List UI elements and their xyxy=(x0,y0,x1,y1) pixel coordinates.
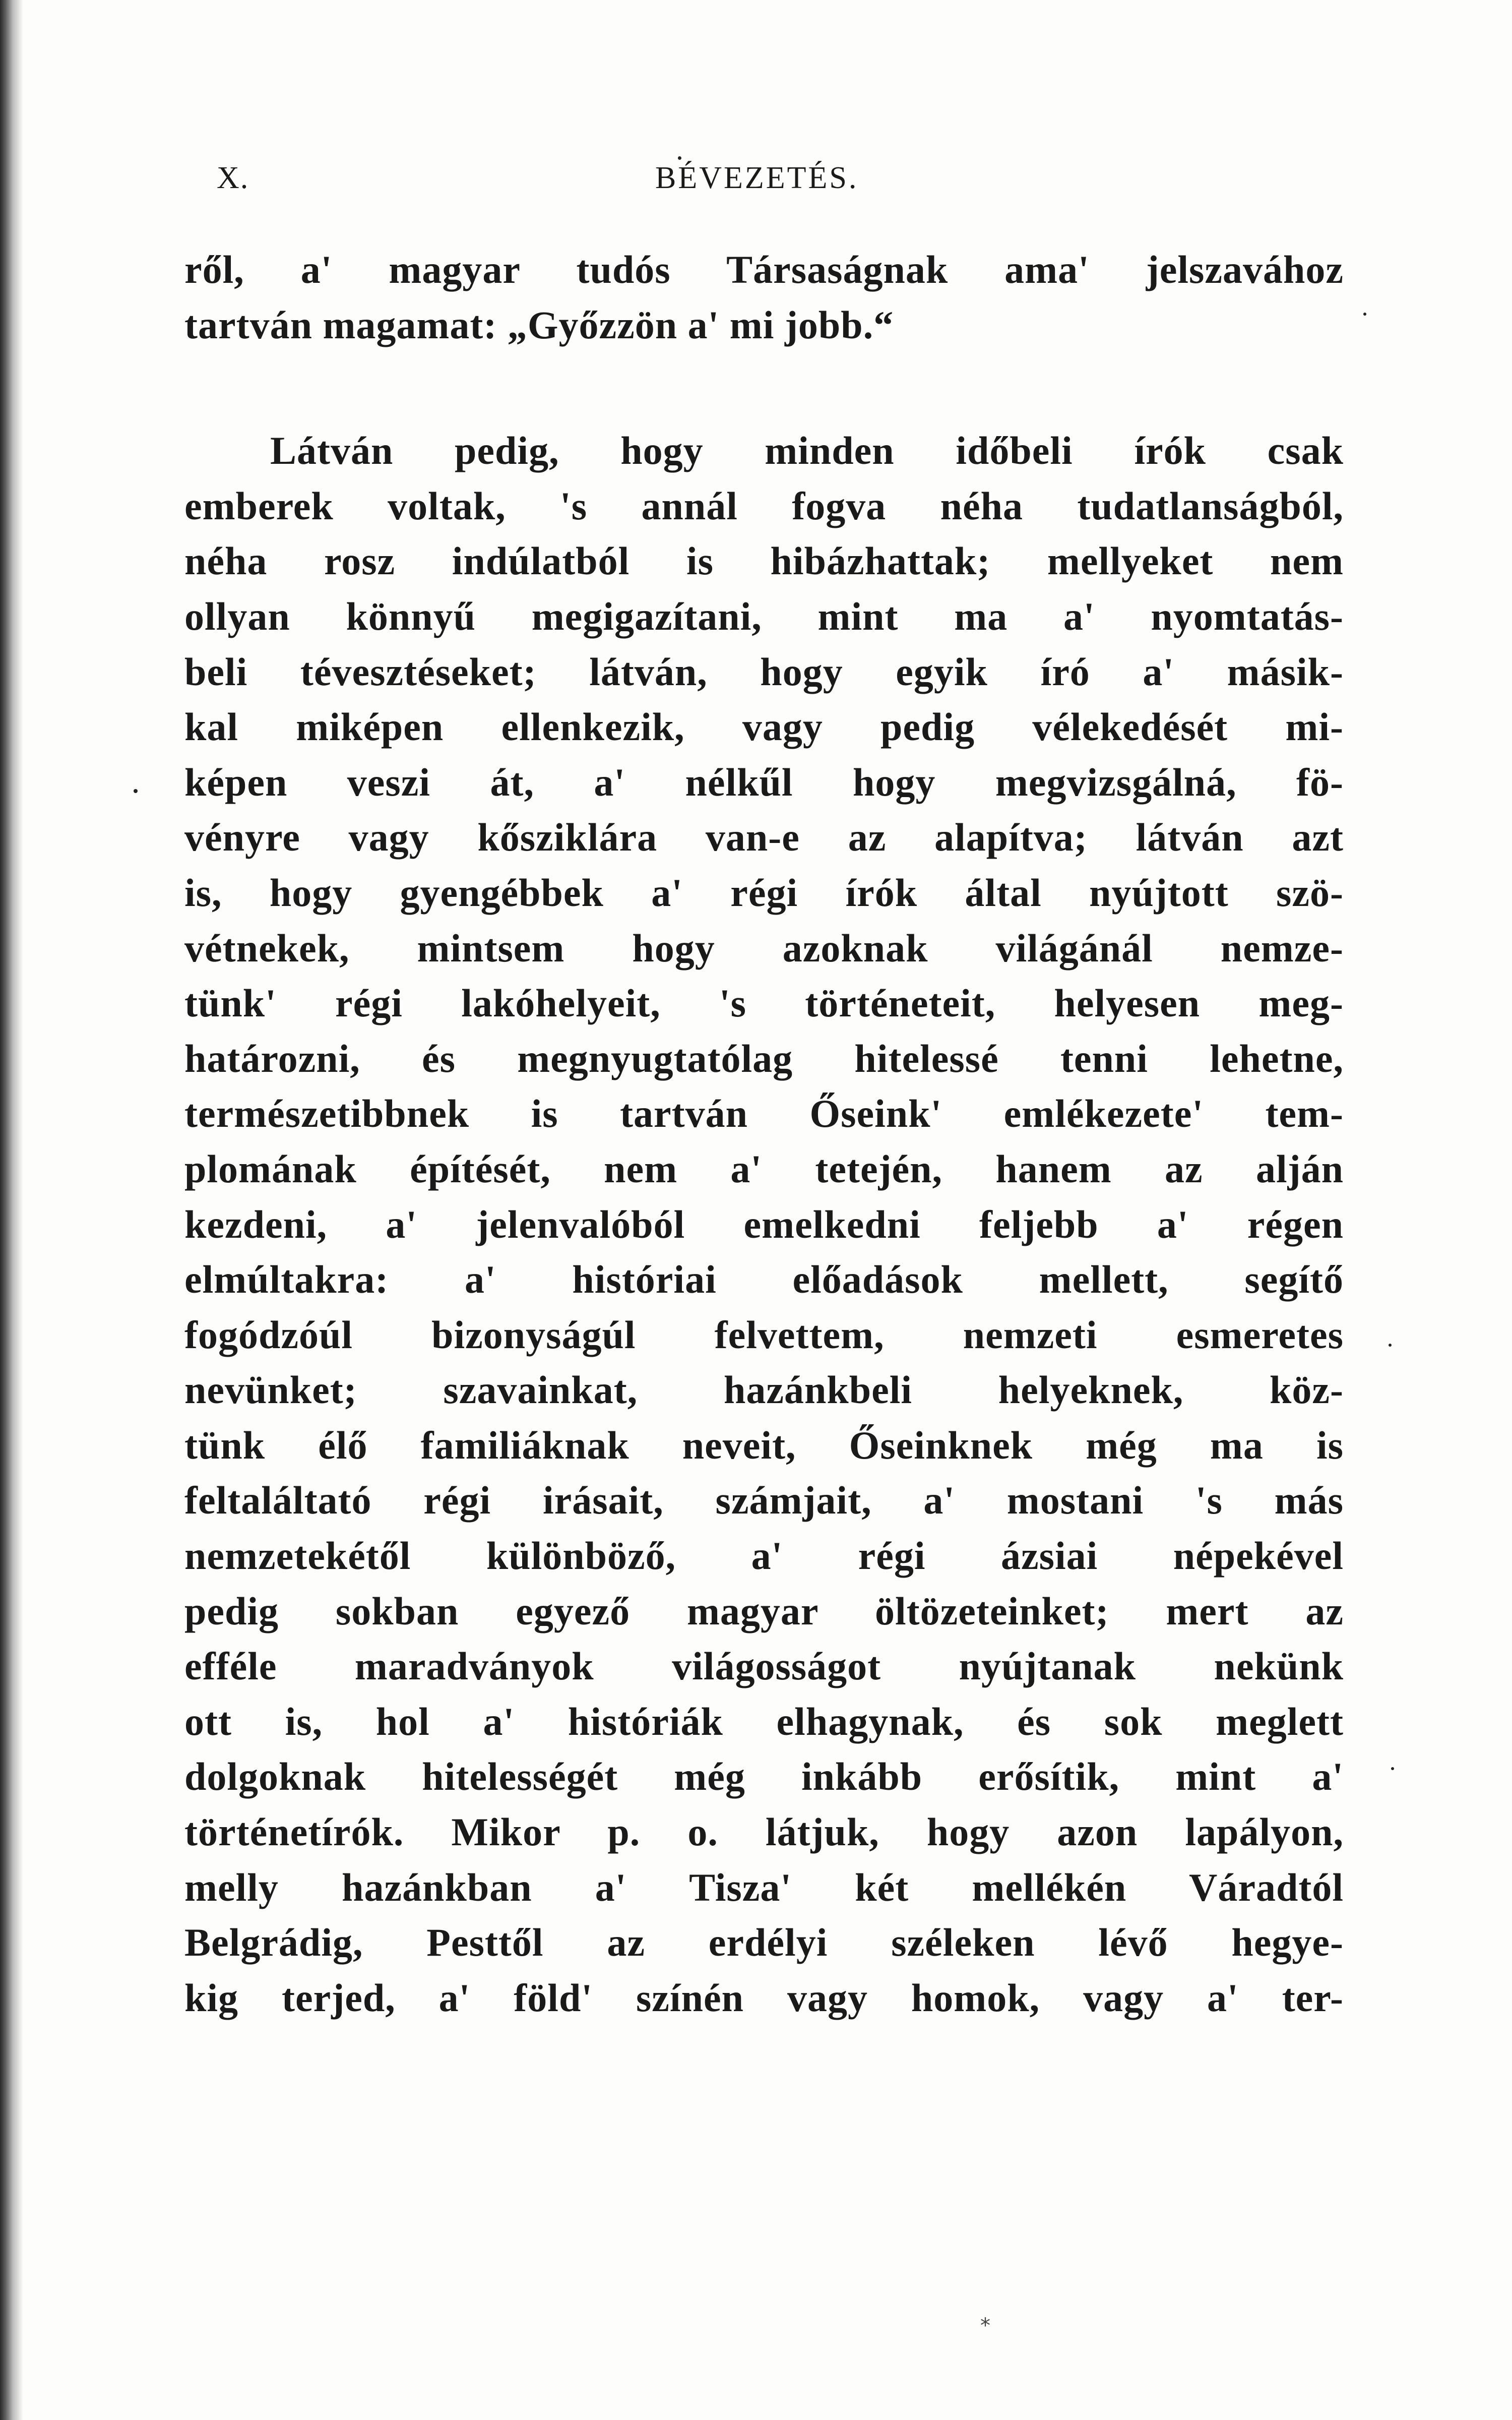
text-line: nevünket; szavainkat, hazánkbeli helyeknek, köz- xyxy=(184,1368,1344,1412)
running-head: BÉVEZETÉS. xyxy=(655,161,859,195)
scan-speck xyxy=(1389,1344,1392,1347)
text-line: is, hogy gyengébbek a' régi írók által nyújtott szö- xyxy=(184,870,1344,915)
text-line: kal miképen ellenkezik, vagy pedig vélekedését mi- xyxy=(184,705,1344,749)
text-line: melly hazánkban a' Tisza' két mellékén Váradtól xyxy=(184,1865,1344,1909)
text-line: néha rosz indúlatból is hibázhattak; mellyeket nem xyxy=(184,539,1344,583)
text-line: nemzetekétől különböző, a' régi ázsiai népekével xyxy=(184,1534,1344,1578)
text-line: feltaláltató régi irásait, számjait, a' mostani 's más xyxy=(184,1478,1344,1523)
text-line: vényre vagy kősziklára van-e az alapítva; látván azt xyxy=(184,815,1344,860)
body-text xyxy=(184,242,1344,2025)
text-line: emberek voltak, 's annál fogva néha tudatlanságból, xyxy=(184,483,1344,528)
paragraph-gap xyxy=(184,352,1344,423)
text-line: vétnekek, mintsem hogy azoknak világánál nemze- xyxy=(184,926,1344,970)
page-number: X. xyxy=(217,161,249,195)
text-line: történetírók. Mikor p. o. látjuk, hogy azon lapályon, xyxy=(184,1810,1344,1854)
text-line: ott is, hol a' históriák elhagynak, és sok meglett xyxy=(184,1699,1344,1743)
scan-speck xyxy=(1391,1767,1394,1770)
text-line: tartván magamat: „Győzzön a' mi jobb.“ xyxy=(184,302,894,347)
scan-speck xyxy=(1363,313,1366,316)
text-line: határozni, és megnyugtatólag hitelessé tenni lehetne, xyxy=(184,1036,1344,1080)
text-line: ről, a' magyar tudós Társaságnak ama' jelszavához xyxy=(184,248,1344,291)
binding-shadow xyxy=(0,0,23,2420)
text-line: fogódzóúl bizonyságúl felvettem, nemzeti esmeretes xyxy=(184,1312,1344,1357)
page-header xyxy=(217,160,1326,201)
text-line: ollyan könnyű megigazítani, mint ma a' nyomtatás- xyxy=(184,594,1344,638)
scan-speck xyxy=(134,789,138,793)
text-line: Látván pedig, hogy minden időbeli írók csak xyxy=(270,429,1344,473)
text-line: beli tévesztéseket; látván, hogy egyik író a' másik- xyxy=(184,649,1344,694)
text-line: Belgrádig, Pesttől az erdélyi széleken lévő hegye- xyxy=(184,1920,1344,1965)
text-line: dolgoknak hitelességét még inkább erősítik, mint a' xyxy=(184,1754,1344,1799)
text-line: képen veszi át, a' nélkűl hogy megvizsgálná, fö- xyxy=(184,760,1344,804)
text-line: pedig sokban egyező magyar öltözeteinket; mert az xyxy=(184,1589,1344,1633)
scan-speck xyxy=(678,156,681,160)
text-line: kig terjed, a' föld' színén vagy homok, vagy a' ter- xyxy=(184,1975,1344,2020)
text-line: kezdeni, a' jelenvalóból emelkedni feljebb a' régen xyxy=(184,1202,1344,1246)
text-line: elmúltakra: a' históriai előadások mellett, segítő xyxy=(184,1257,1344,1302)
text-line: plomának építését, nem a' tetején, hanem az alján xyxy=(184,1146,1344,1191)
footer-mark: * xyxy=(980,2314,990,2337)
text-line: efféle maradványok világosságot nyújtanak nekünk xyxy=(184,1644,1344,1688)
text-line: tünk élő familiáknak neveit, Őseinknek még ma is xyxy=(184,1423,1344,1467)
text-line: tünk' régi lakóhelyeit, 's történeteit, helyesen meg- xyxy=(184,981,1344,1025)
text-line: természetibbnek is tartván Őseink' emlékezete' tem- xyxy=(184,1092,1344,1136)
